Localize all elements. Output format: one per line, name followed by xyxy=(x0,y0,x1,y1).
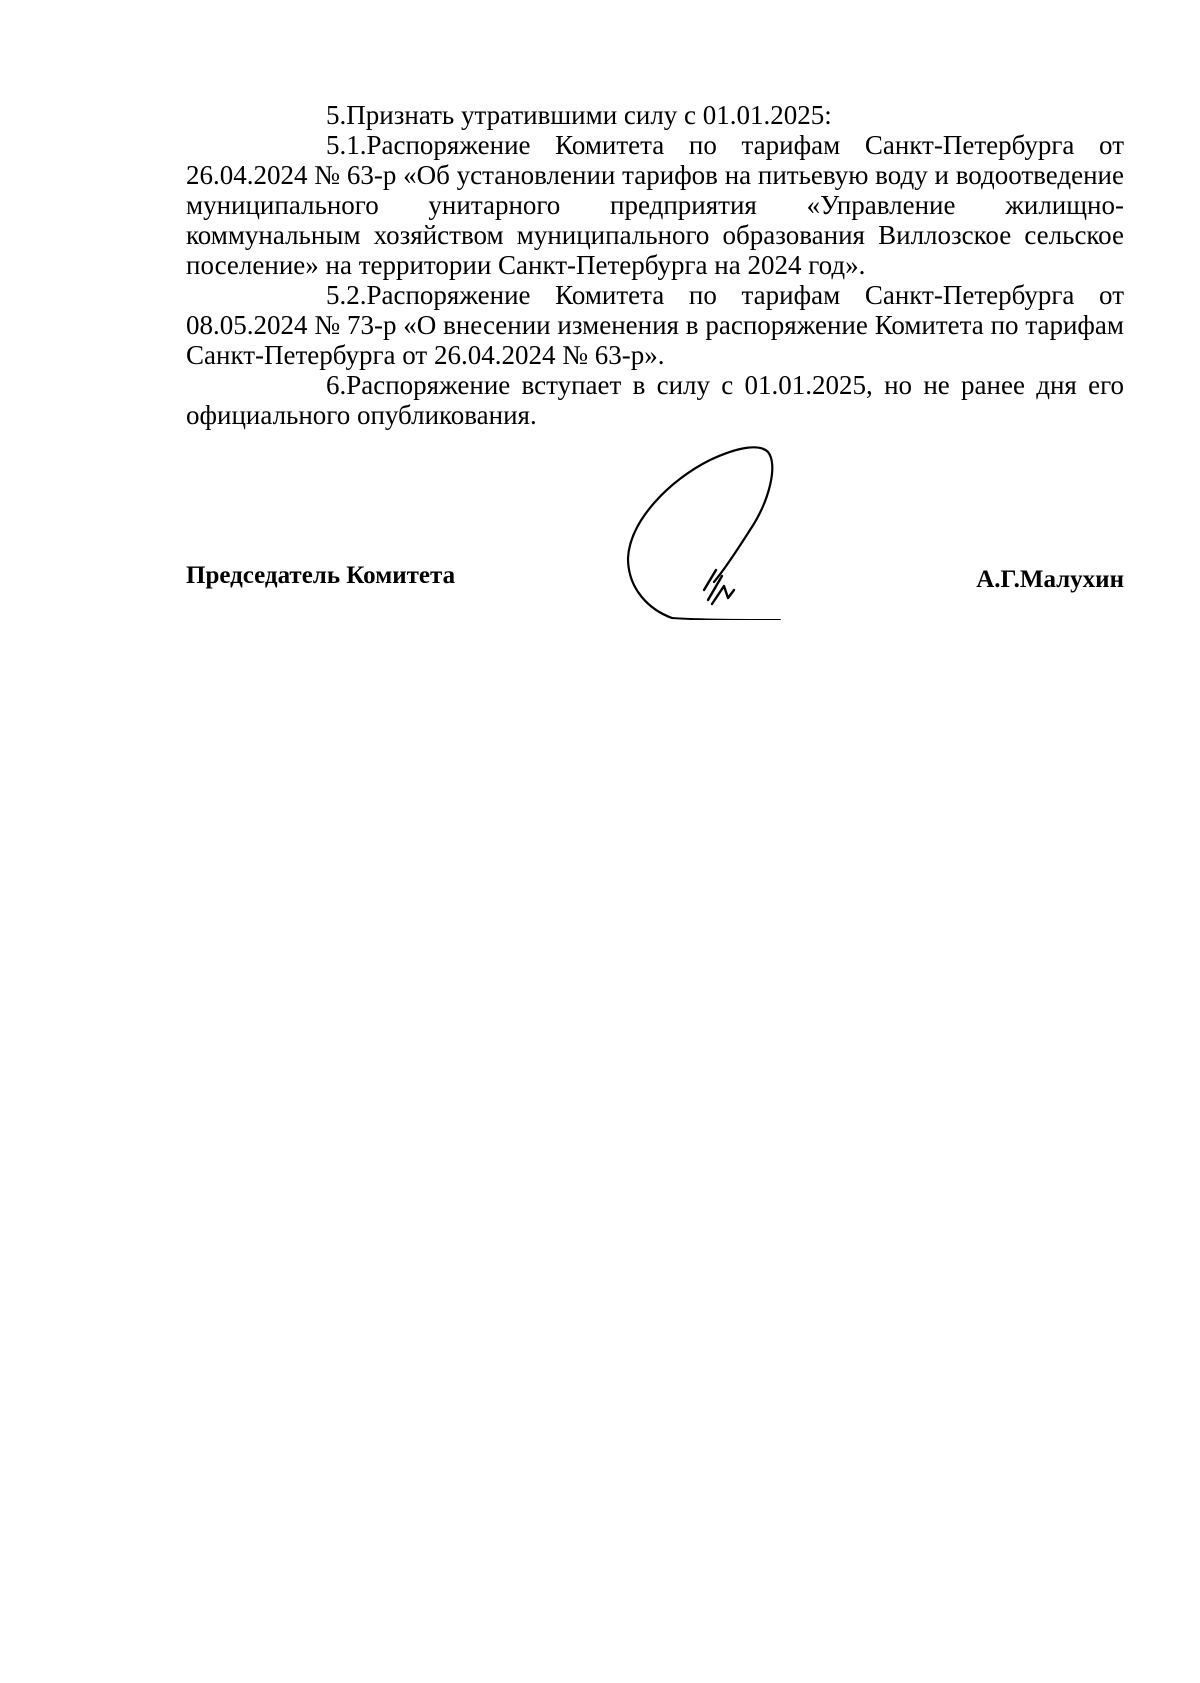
paragraph-number: 5.1. xyxy=(326,130,367,160)
paragraph-6 xyxy=(186,370,1124,430)
paragraph-text: Признать утратившими силу с 01.01.2025: xyxy=(346,100,832,130)
paragraph-5-2 xyxy=(186,280,1124,370)
signatory-position: Председатель Комитета xyxy=(186,562,456,589)
paragraph-5-1 xyxy=(186,130,1124,280)
paragraph-number: 6. xyxy=(326,370,347,400)
paragraph-5 xyxy=(186,100,1124,130)
paragraph-number: 5.2. xyxy=(326,280,367,310)
handwritten-signature-icon xyxy=(620,440,790,620)
paragraph-text: Распоряжение Комитета по тарифам Санкт-Петербурга от 08.05.2024 № 73-р «О внесении изменения в распоряжение Комитета по тарифам Санкт-Петербурга от 26.04.2024 № 63-р». xyxy=(186,280,1124,370)
paragraph-text: Распоряжение вступает в силу с 01.01.2025, но не ранее дня его официального опубликования. xyxy=(186,370,1124,430)
paragraph-number: 5. xyxy=(326,100,347,130)
paragraph-text: Распоряжение Комитета по тарифам Санкт-Петербурга от 26.04.2024 № 63-р «Об установлении тарифов на питьевую воду и водоотведение муниципального унитарного предприятия «Управление жилищно-коммунальным хозяйством муниципального образования Виллозское сельское поселение» на территории Санкт-Петербурга на 2024 год». xyxy=(186,130,1124,280)
signatory-name: А.Г.Малухин xyxy=(976,566,1124,593)
document-body xyxy=(186,100,1124,430)
